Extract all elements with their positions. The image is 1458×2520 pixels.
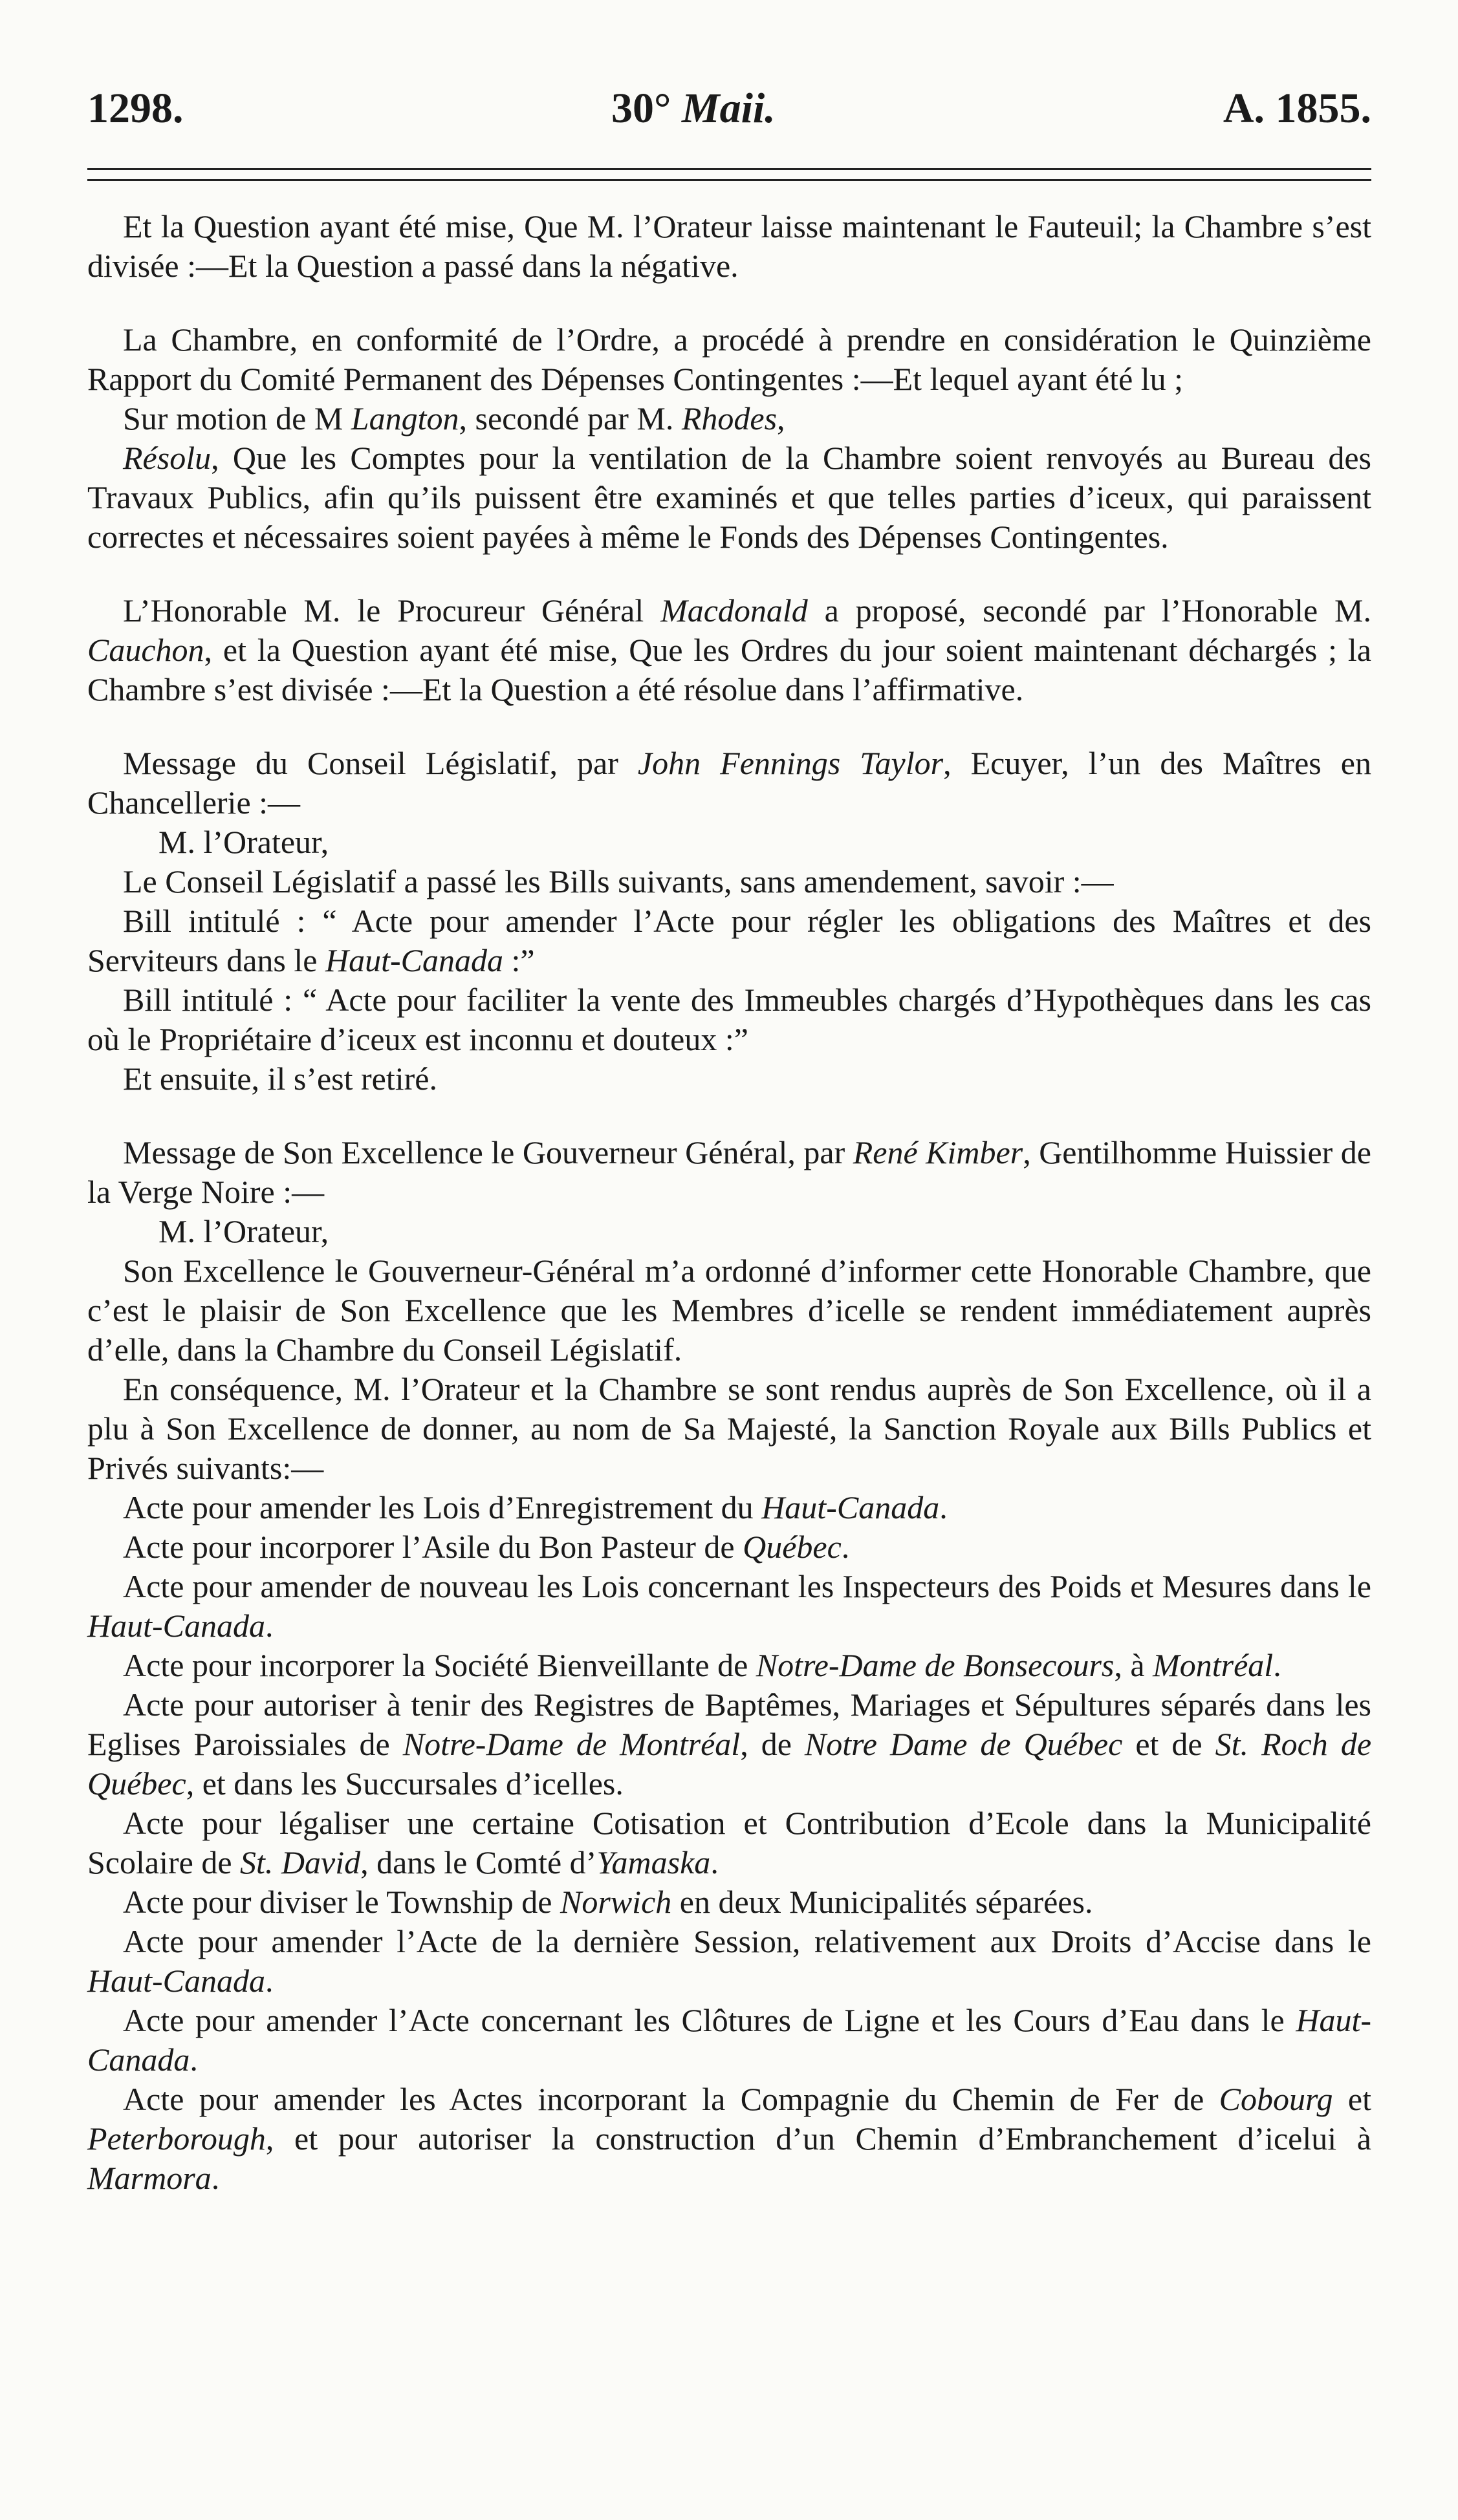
paragraph: La Chambre, en conformité de l’Ordre, a procédé à prendre en considération le Quinzième Rapport du Comité Permanent des Dépenses Contingentes :—Et lequel ayant été lu ; — [87, 321, 1371, 397]
page-header — [87, 71, 1371, 136]
paragraph: Acte pour autoriser à tenir des Registres de Baptêmes, Mariages et Sépultures séparés dans les Eglises Paroissiales de Notre-Dame de Montréal, de Notre Dame de Québec et de St. Roch de Québec, et dans les Succursales d’icelles. — [87, 1686, 1372, 1802]
paragraph: Acte pour amender l’Acte concernant les Clôtures de Ligne et les Cours d’Eau dans le Haut-Canada. — [87, 2002, 1371, 2078]
header-rule — [87, 168, 1371, 181]
paragraph: M. l’Orateur, — [158, 1213, 329, 1249]
paragraph: Acte pour amender les Actes incorporant la Compagnie du Chemin de Fer de Cobourg et Peterborough, et pour autoriser la construction d’un Chemin d’Embranchement d’icelui à Marmora. — [87, 2081, 1371, 2196]
paragraph: Message de Son Excellence le Gouverneur Général, par René Kimber, Gentilhomme Huissier de la Verge Noire :— — [87, 1134, 1372, 1210]
date — [611, 84, 776, 133]
paragraph: Son Excellence le Gouverneur-Général m’a ordonné d’informer cette Honorable Chambre, que c’est le plaisir de Son Excellence que les Membres d’icelle se rendent immédiatement auprès d’elle, dans la Chambre du Conseil Législatif. — [87, 1253, 1371, 1368]
date-month: Maii. — [681, 85, 776, 132]
paragraph: Résolu, Que les Comptes pour la ventilation de la Chambre soient renvoyés au Bureau des Travaux Publics, afin qu’ils puissent être examinés et que telles parties d’iceux, qui paraissent correctes et nécessaires soient payées à même le Fonds des Dépenses Contingentes. — [87, 440, 1371, 555]
page-number: 1298. — [87, 85, 184, 132]
paragraph: L’Honorable M. le Procureur Général Macdonald a proposé, secondé par l’Honorable M. Cauchon, et la Question ayant été mise, Que les Ordres du jour soient maintenant déchargés ; la Chambre s’est divisée :—Et la Question a été résolue dans l’affirmative. — [87, 592, 1372, 707]
paragraph: Et la Question ayant été mise, Que M. l’Orateur laisse maintenant le Fauteuil; la Chambre s’est divisée :—Et la Question a passé dans la négative. — [87, 208, 1371, 284]
paragraph: Acte pour légaliser une certaine Cotisation et Contribution d’Ecole dans la Municipalité Scolaire de St. David, dans le Comté d’Yamaska. — [87, 1805, 1371, 1880]
page — [87, 71, 1372, 2196]
paragraph: Message du Conseil Législatif, par John Fennings Taylor, Ecuyer, l’un des Maîtres en Chancellerie :— — [87, 745, 1371, 821]
paragraph: Acte pour incorporer la Société Bienveillante de Notre-Dame de Bonsecours, à Montréal. — [123, 1647, 1281, 1683]
paragraph: M. l’Orateur, — [158, 824, 329, 860]
paragraph: Sur motion de M Langton, secondé par M. Rhodes, — [123, 400, 785, 436]
paragraph: Le Conseil Législatif a passé les Bills suivants, sans amendement, savoir :— — [123, 863, 1114, 899]
paragraph: Acte pour incorporer l’Asile du Bon Pasteur de Québec. — [123, 1529, 850, 1565]
year-label: A. 1855. — [1223, 85, 1371, 132]
paragraph: Acte pour diviser le Township de Norwich en deux Municipalités séparées. — [123, 1884, 1093, 1920]
page-body — [87, 207, 1371, 2198]
paragraph: Et ensuite, il s’est retiré. — [123, 1061, 437, 1097]
paragraph: Bill intitulé : “ Acte pour amender l’Acte pour régler les obligations des Maîtres et des Serviteurs dans le Haut-Canada :” — [87, 903, 1371, 978]
paragraph: Acte pour amender de nouveau les Lois concernant les Inspecteurs des Poids et Mesures dans le Haut-Canada. — [87, 1568, 1371, 1644]
paragraph: Acte pour amender l’Acte de la dernière Session, relativement aux Droits d’Accise dans le Haut-Canada. — [87, 1923, 1371, 1999]
date-day: 30° — [611, 85, 671, 132]
paragraph: Bill intitulé : “ Acte pour faciliter la vente des Immeubles chargés d’Hypothèques dans les cas où le Propriétaire d’iceux est inconnu et douteux :” — [87, 982, 1371, 1057]
paragraph: En conséquence, M. l’Orateur et la Chambre se sont rendus auprès de Son Excellence, où il a plu à Son Excellence de donner, au nom de Sa Majesté, la Sanction Royale aux Bills Publics et Privés suivants:— — [87, 1371, 1371, 1486]
paragraph: Acte pour amender les Lois d’Enregistrement du Haut-Canada. — [123, 1489, 948, 1525]
